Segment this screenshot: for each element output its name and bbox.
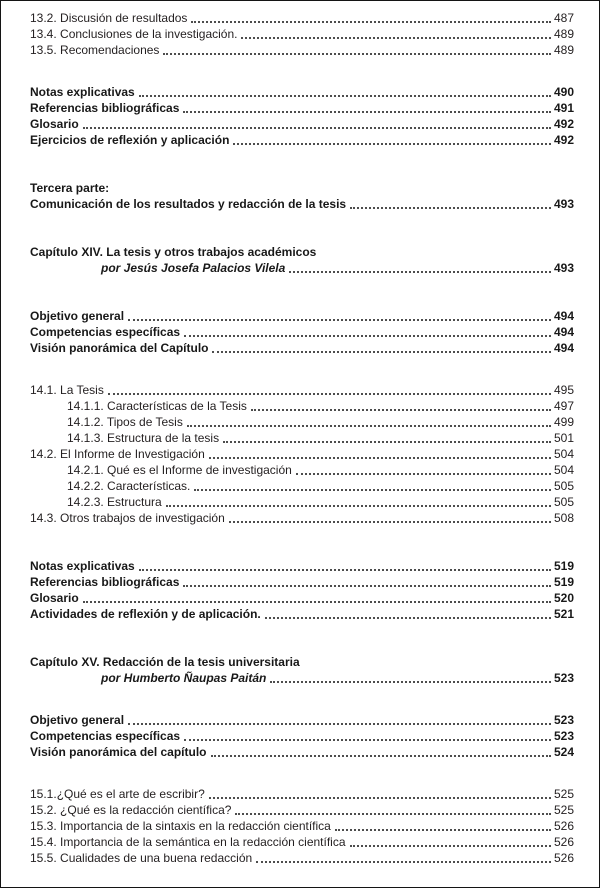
entry-page: 523	[553, 729, 574, 743]
entry-page: 526	[553, 819, 574, 833]
toc-entry	[30, 116, 574, 132]
dot-leader	[223, 441, 551, 443]
toc-entry	[30, 786, 574, 802]
dot-leader	[108, 393, 551, 395]
toc-entry	[30, 850, 574, 866]
toc-entry	[30, 180, 574, 196]
toc-entry	[30, 478, 574, 494]
entry-page: 489	[553, 43, 574, 57]
entry-page: 508	[553, 511, 574, 525]
entry-page: 491	[553, 101, 574, 115]
entry-page: 524	[553, 745, 574, 759]
dot-leader	[296, 473, 551, 475]
entry-page: 495	[553, 383, 574, 397]
toc-entry	[30, 414, 574, 430]
toc-entry	[30, 654, 574, 670]
entry-page: 505	[553, 479, 574, 493]
dot-leader	[209, 457, 551, 459]
toc-entry	[30, 446, 574, 462]
entry-page: 523	[553, 671, 574, 685]
entry-label: Visión panorámica del capítulo	[30, 745, 207, 759]
toc-entry	[30, 100, 574, 116]
entry-label: Glosario	[30, 117, 79, 131]
entry-label: Visión panorámica del Capítulo	[30, 341, 209, 355]
entry-page: 526	[553, 851, 574, 865]
toc-group	[30, 786, 574, 866]
toc-entry	[30, 494, 574, 510]
entry-label: Referencias bibliográficas	[30, 101, 180, 115]
toc-entry	[30, 670, 574, 686]
toc-entry	[30, 728, 574, 744]
entry-label: 15.4. Importancia de la semántica en la redacción científica	[30, 835, 346, 849]
entry-label: Capítulo XV. Redacción de la tesis universitaria	[30, 655, 300, 669]
entry-label: 14.3. Otros trabajos de investigación	[30, 511, 225, 525]
entry-label: por Humberto Ñaupas Paitán	[101, 671, 267, 685]
dot-leader	[209, 797, 551, 799]
dot-leader	[211, 755, 551, 757]
dot-leader	[233, 143, 551, 145]
toc-group	[30, 382, 574, 526]
entry-label: Competencias específicas	[30, 729, 181, 743]
dot-leader	[128, 319, 551, 321]
dot-leader	[139, 569, 551, 571]
entry-page: 519	[553, 559, 574, 573]
entry-page: 504	[553, 447, 574, 461]
dot-leader	[350, 207, 551, 209]
entry-page: 494	[553, 309, 574, 323]
entry-page: 499	[553, 415, 574, 429]
entry-page: 494	[553, 341, 574, 355]
toc-entry	[30, 574, 574, 590]
dot-leader	[184, 739, 551, 741]
entry-label: Glosario	[30, 591, 79, 605]
toc-group	[30, 244, 574, 276]
dot-leader	[335, 829, 551, 831]
dot-leader	[183, 585, 551, 587]
dot-leader	[166, 505, 551, 507]
dot-leader	[163, 53, 551, 55]
entry-page: 525	[553, 803, 574, 817]
entry-page: 489	[553, 27, 574, 41]
toc-entry	[30, 802, 574, 818]
dot-leader	[241, 37, 551, 39]
entry-label: 14.1. La Tesis	[30, 383, 104, 397]
toc-entry	[30, 712, 574, 728]
toc-entry	[30, 244, 574, 260]
entry-page: 525	[553, 787, 574, 801]
toc-list	[30, 10, 574, 866]
toc-group	[30, 712, 574, 760]
dot-leader	[235, 813, 551, 815]
entry-label: por Jesús Josefa Palacios Vilela	[101, 261, 286, 275]
dot-leader	[194, 489, 551, 491]
entry-label: 14.1.2. Tipos de Tesis	[67, 415, 183, 429]
toc-entry	[30, 558, 574, 574]
entry-label: 14.1.3. Estructura de la tesis	[67, 431, 220, 445]
entry-page: 497	[553, 399, 574, 413]
toc-entry	[30, 590, 574, 606]
toc-entry	[30, 834, 574, 850]
toc-entry	[30, 10, 574, 26]
entry-page: 523	[553, 713, 574, 727]
dot-leader	[191, 21, 551, 23]
entry-label: Notas explicativas	[30, 559, 135, 573]
toc-group	[30, 558, 574, 622]
dot-leader	[251, 409, 551, 411]
dot-leader	[229, 521, 551, 523]
dot-leader	[265, 617, 551, 619]
toc-group	[30, 84, 574, 148]
entry-label: 15.2. ¿Qué es la redacción científica?	[30, 803, 232, 817]
dot-leader	[350, 845, 551, 847]
dot-leader	[183, 111, 551, 113]
toc-entry	[30, 744, 574, 760]
entry-label: 13.2. Discusión de resultados	[30, 11, 188, 25]
entry-page: 494	[553, 325, 574, 339]
dot-leader	[83, 601, 551, 603]
toc-entry	[30, 340, 574, 356]
dot-leader	[128, 723, 551, 725]
toc-entry	[30, 382, 574, 398]
dot-leader	[184, 335, 551, 337]
entry-label: Referencias bibliográficas	[30, 575, 180, 589]
entry-label: 14.2.1. Qué es el Informe de investigación	[67, 463, 292, 477]
entry-label: 13.5. Recomendaciones	[30, 43, 160, 57]
entry-page: 521	[553, 607, 574, 621]
entry-label: Objetivo general	[30, 309, 125, 323]
dot-leader	[270, 681, 551, 683]
entry-label: Tercera parte:	[30, 181, 110, 195]
toc-entry	[30, 132, 574, 148]
entry-page: 520	[553, 591, 574, 605]
entry-label: 14.2.2. Características.	[67, 479, 191, 493]
toc-group	[30, 10, 574, 58]
entry-label: 14.2.3. Estructura	[67, 495, 162, 509]
entry-page: 490	[553, 85, 574, 99]
entry-page: 493	[553, 261, 574, 275]
entry-page: 504	[553, 463, 574, 477]
toc-entry	[30, 308, 574, 324]
entry-page: 501	[553, 431, 574, 445]
entry-label: Actividades de reflexión y de aplicación.	[30, 607, 261, 621]
dot-leader	[212, 351, 550, 353]
entry-label: Comunicación de los resultados y redacción de la tesis	[30, 197, 347, 211]
entry-label: Notas explicativas	[30, 85, 135, 99]
toc-group	[30, 654, 574, 686]
toc-entry	[30, 398, 574, 414]
toc-entry	[30, 462, 574, 478]
toc-entry	[30, 606, 574, 622]
dot-leader	[256, 861, 551, 863]
entry-label: Objetivo general	[30, 713, 125, 727]
entry-page: 492	[553, 117, 574, 131]
dot-leader	[289, 271, 551, 273]
toc-entry	[30, 324, 574, 340]
entry-page: 526	[553, 835, 574, 849]
entry-label: 13.4. Conclusiones de la investigación.	[30, 27, 238, 41]
dot-leader	[83, 127, 551, 129]
entry-page: 492	[553, 133, 574, 147]
entry-label: Competencias específicas	[30, 325, 181, 339]
toc-entry	[30, 510, 574, 526]
entry-label: Capítulo XIV. La tesis y otros trabajos académicos	[30, 245, 317, 259]
entry-label: 15.3. Importancia de la sintaxis en la redacción científica	[30, 819, 331, 833]
toc-entry	[30, 42, 574, 58]
entry-label: 15.5. Cualidades de una buena redacción	[30, 851, 253, 865]
entry-page: 505	[553, 495, 574, 509]
toc-entry	[30, 84, 574, 100]
toc-entry	[30, 196, 574, 212]
entry-page: 519	[553, 575, 574, 589]
entry-label: Ejercicios de reflexión y aplicación	[30, 133, 230, 147]
toc-entry	[30, 430, 574, 446]
entry-page: 493	[553, 197, 574, 211]
toc-entry	[30, 818, 574, 834]
entry-label: 15.1.¿Qué es el arte de escribir?	[30, 787, 205, 801]
toc-group	[30, 308, 574, 356]
toc-group	[30, 180, 574, 212]
entry-label: 14.1.1. Características de la Tesis	[67, 399, 247, 413]
dot-leader	[187, 425, 551, 427]
entry-page: 487	[553, 11, 574, 25]
toc-entry	[30, 26, 574, 42]
dot-leader	[139, 95, 551, 97]
entry-label: 14.2. El Informe de Investigación	[30, 447, 205, 461]
toc-entry	[30, 260, 574, 276]
